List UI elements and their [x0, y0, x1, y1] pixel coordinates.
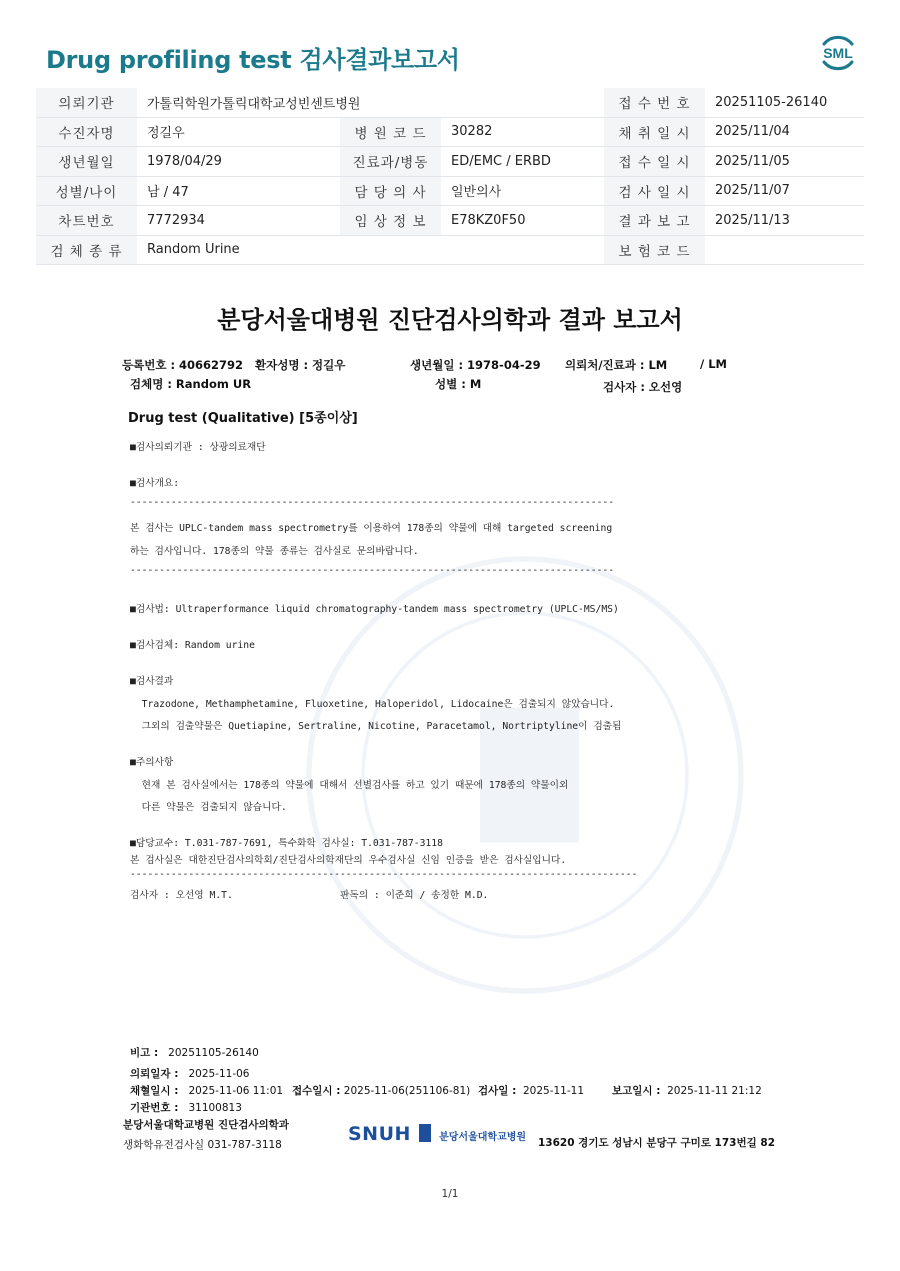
report-date-label: 결 과 보 고: [604, 206, 705, 236]
signer-doctor: 판독의 : 이준희 / 송정한 M.D.: [340, 890, 489, 901]
footer-request: [130, 1066, 249, 1081]
test-date-value: 2025/11/07: [705, 176, 864, 206]
test-name: Drug test (Qualitative) [5종이상]: [128, 411, 358, 426]
test-value: 2025-11-11: [522, 1085, 585, 1097]
note-label: 비고 :: [130, 1047, 159, 1059]
report-requester: 의뢰처/진료과 : LM: [565, 358, 668, 372]
summary-line: 본 검사는 UPLC-tandem mass spectrometry를 이용하여 178종의 약물에 대해 targeted screening: [130, 523, 613, 534]
sml-logo-icon: [815, 30, 861, 76]
receipt-label: 접수일시 :: [292, 1085, 341, 1097]
footer-collect: [130, 1083, 283, 1098]
report-date-value: 2025/11/13: [705, 206, 864, 236]
report-patient: 환자성명 : 정길우: [255, 358, 346, 372]
info-row: [36, 206, 864, 236]
reg-no: 등록번호 : 40662792: [122, 358, 244, 372]
dept-label: 진료과/병동: [340, 147, 441, 177]
footer-test: [478, 1083, 584, 1098]
report-title: 분당서울대병원 진단검사의학과 결과 보고서: [217, 306, 683, 334]
report-examiner: 검사자 : 오선영: [603, 380, 683, 394]
footer-receipt: [292, 1083, 470, 1098]
clinical-value: E78KZ0F50: [441, 206, 604, 236]
hospital-code-value: 30282: [441, 117, 604, 147]
summary-line: 하는 검사입니다. 178종의 약물 종류는 검사실로 문의바랍니다.: [130, 546, 419, 557]
summary-heading: ■검사개요:: [130, 478, 180, 489]
result-line: Trazodone, Methamphetamine, Fluoxetine, Haloperidol, Lidocaine은 검출되지 않았습니다.: [130, 699, 615, 710]
collect-value: 2025-11-06 11:01: [188, 1085, 284, 1097]
snuh-seal-watermark-icon: [300, 550, 750, 1000]
hospital-code-label: 병 원 코 드: [340, 117, 441, 147]
test-date-label: 검 사 일 시: [604, 176, 705, 206]
patient-label: 수진자명: [36, 117, 137, 147]
result-line: 그외의 검출약물은 Quetiapine, Sertraline, Nicotine, Paracetamol, Nortriptyline이 검출됨: [130, 721, 622, 732]
certification-line: 본 검사실은 대한진단검사의학회/진단검사의학재단의 우수검사실 신임 인증을 받은 검사실입니다.: [130, 855, 567, 866]
test-label: 검사일 :: [478, 1085, 517, 1097]
receipt-date-value: 2025/11/05: [705, 147, 864, 177]
snuh-logo: [348, 1123, 526, 1145]
signer-tech: 검사자 : 오선영 M.T.: [130, 890, 233, 901]
dept-value: ED/EMC / ERBD: [441, 147, 604, 177]
collect-label: 채혈일시 :: [130, 1085, 179, 1097]
chart-value: 7772934: [137, 206, 340, 236]
receipt-no-label: 접 수 번 호: [604, 88, 705, 117]
patient-info-table: [36, 88, 864, 265]
info-row: [36, 88, 864, 117]
snuh-emblem-icon: [419, 1124, 431, 1142]
divider: -----------------------------------------------------------------------------------: [130, 565, 615, 576]
footer-note: [130, 1045, 259, 1060]
inst-label: 기관번호 :: [130, 1102, 179, 1114]
lab-sub: 생화학유전검사실 031-787-3118: [123, 1139, 282, 1151]
org-label: 의뢰기관: [36, 88, 137, 117]
doctor-value: 일반의사: [441, 176, 604, 206]
specimen-value: Random Urine: [137, 235, 604, 265]
lab-name: 분당서울대학교병원 진단검사의학과: [123, 1119, 289, 1131]
info-row: [36, 117, 864, 147]
report-requester-dept: / LM: [700, 357, 727, 371]
org-line: ■검사의뢰기관 : 상광의료재단: [130, 442, 266, 453]
note-value: 20251105-26140: [168, 1047, 259, 1059]
snuh-logo-text: SNUH: [348, 1123, 411, 1145]
request-value: 2025-11-06: [188, 1068, 250, 1080]
hospital-address: 13620 경기도 성남시 분당구 구미로 173번길 82: [538, 1137, 775, 1149]
patient-value: 정길우: [137, 117, 340, 147]
org-value: 가톨릭학원가톨릭대학교성빈센트병원: [137, 88, 604, 117]
info-row: [36, 176, 864, 206]
caution-heading: ■주의사항: [130, 757, 174, 768]
divider: ---------------------------------------------------------------------------------------: [130, 869, 638, 880]
collect-date-value: 2025/11/04: [705, 117, 864, 147]
footer-inst: [130, 1100, 242, 1115]
clinical-label: 임 상 정 보: [340, 206, 441, 236]
report-sex: 성별 : M: [435, 377, 482, 391]
method-line: ■검사법: Ultraperformance liquid chromatography-tandem mass spectrometry (UPLC-MS/MS): [130, 604, 619, 615]
sex-age-value: 남 / 47: [137, 176, 340, 206]
scanned-report: [110, 280, 790, 1210]
footer-report: [612, 1083, 762, 1098]
report-value: 2025-11-11 21:12: [667, 1085, 762, 1097]
birth-label: 생년월일: [36, 147, 137, 177]
report-specimen: 검체명 : Random UR: [130, 377, 252, 391]
receipt-date-label: 접 수 일 시: [604, 147, 705, 177]
birth-value: 1978/04/29: [137, 147, 340, 177]
contact-line: ■담당교수: T.031-787-7691, 특수화학 검사실: T.031-787-3118: [130, 838, 443, 849]
page-number: 1/1: [441, 1188, 459, 1200]
inst-value: 31100813: [188, 1102, 242, 1114]
caution-line: 다른 약물은 검출되지 않습니다.: [130, 802, 287, 813]
specimen-line: ■검사검체: Random urine: [130, 640, 255, 651]
svg-text:SML: SML: [823, 45, 853, 61]
info-row: [36, 147, 864, 177]
sex-age-label: 성별/나이: [36, 176, 137, 206]
receipt-no-value: 20251105-26140: [705, 88, 864, 117]
specimen-label: 검 체 종 류: [36, 235, 137, 265]
receipt-value: 2025-11-06(251106-81): [343, 1085, 471, 1097]
doctor-label: 담 당 의 사: [340, 176, 441, 206]
page-title: Drug profiling test 검사결과보고서: [46, 46, 460, 74]
divider: -----------------------------------------------------------------------------------: [130, 497, 615, 508]
insurance-value: [705, 235, 864, 265]
insurance-label: 보 험 코 드: [604, 235, 705, 265]
report-label: 보고일시 :: [612, 1085, 661, 1097]
info-row: [36, 235, 864, 265]
report-birth: 생년월일 : 1978-04-29: [410, 358, 541, 372]
snuh-logo-korean: 분당서울대학교병원: [439, 1132, 527, 1143]
collect-date-label: 채 취 일 시: [604, 117, 705, 147]
result-heading: ■검사결과: [130, 676, 174, 687]
request-label: 의뢰일자 :: [130, 1068, 179, 1080]
caution-line: 현재 본 검사실에서는 178종의 약물에 대해서 선별검사를 하고 있기 때문에 178종의 약물이외: [130, 780, 569, 791]
chart-label: 차트번호: [36, 206, 137, 236]
